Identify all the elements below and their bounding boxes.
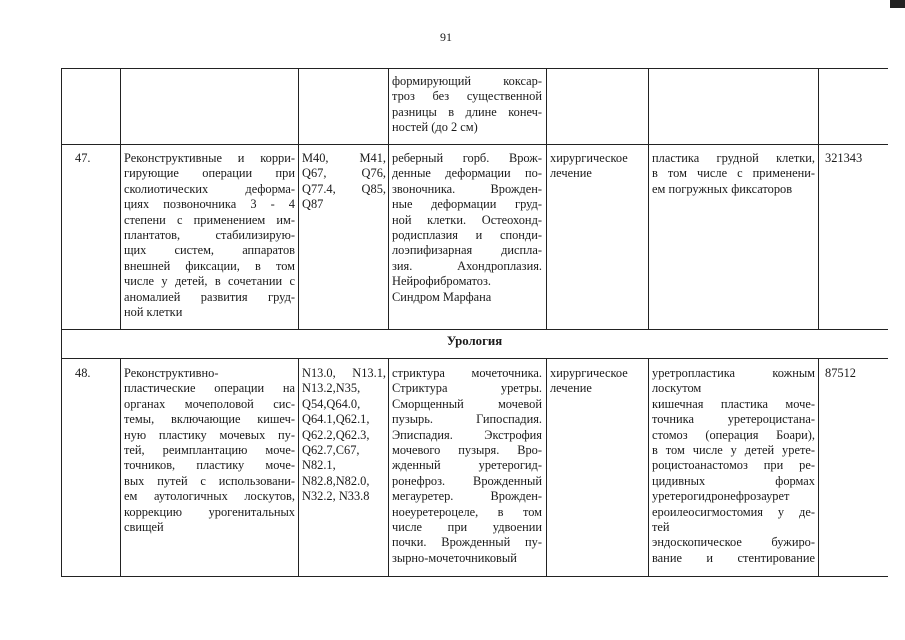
- column-divider: [388, 358, 389, 577]
- text-line: ронефроз. Врожденный: [392, 473, 542, 488]
- text-line: Q87: [302, 197, 324, 212]
- text-line: аномалией развития груд-: [124, 289, 295, 304]
- text-line: свищей: [124, 520, 164, 535]
- text-line: звоночника. Врожден-: [392, 181, 542, 196]
- row-47-diagnosis: [392, 151, 542, 305]
- text-line: Синдром Марфана: [392, 289, 492, 304]
- row-48-diagnosis: [392, 366, 542, 566]
- row-48-number: 48.: [75, 366, 91, 380]
- text-line: жденный уретерогид-: [392, 458, 542, 473]
- text-line: ные деформации груд-: [392, 197, 542, 212]
- row-47-treatment-type: [550, 151, 646, 182]
- text-line: числе при удвоении: [392, 520, 542, 535]
- text-line: пластика грудной клетки,: [652, 151, 815, 165]
- text-line: Сморщенный мочевой: [392, 396, 542, 411]
- column-divider: [298, 358, 299, 577]
- text-line: тей: [652, 520, 670, 535]
- text-line: точника уретероцистана-: [652, 412, 815, 427]
- text-line: плантатов, стабилизирую-: [124, 228, 295, 243]
- text-line: точников, пластику моче-: [124, 458, 295, 473]
- text-line: пузырь. Гипоспадия.: [392, 412, 542, 427]
- text-line: Реконструктивные и корри-: [124, 151, 295, 165]
- table-rule: [61, 358, 888, 359]
- text-line: ем погружных фиксаторов: [652, 181, 793, 196]
- text-line: Стриктура уретры.: [392, 381, 542, 396]
- table-rule: [61, 329, 888, 330]
- text-line: денные деформации по-: [392, 166, 542, 181]
- row-48-cost: 87512: [825, 366, 856, 380]
- text-line: хирургическое: [550, 366, 628, 380]
- text-line: зырно-мочеточниковый: [392, 550, 517, 565]
- column-divider: [546, 68, 547, 330]
- text-line: Q62.7,C67,: [302, 443, 360, 458]
- text-line: Q77.4, Q85,: [302, 181, 386, 196]
- text-line: N82.8,N82.0,: [302, 473, 370, 488]
- text-line: формирующий коксар-: [392, 74, 542, 88]
- text-line: роцистоанастомоз при ре-: [652, 458, 815, 473]
- text-line: N32.2, N33.8: [302, 489, 370, 504]
- table-rule: [61, 68, 888, 69]
- row-48-procedure-name: [124, 366, 295, 535]
- text-line: ную пластику мочевых пу-: [124, 427, 295, 442]
- row-48-treatment-type: [550, 366, 646, 397]
- text-line: эндоскопическое бужиро-: [652, 535, 815, 550]
- text-line: числе у детей, в сочетании с: [124, 274, 295, 289]
- text-line: уретропластика кожным: [652, 366, 815, 380]
- row-47-icd-codes: [302, 151, 386, 213]
- text-line: Реконструктивно-: [124, 366, 219, 380]
- column-divider: [818, 358, 819, 577]
- text-line: лечение: [550, 381, 592, 396]
- text-line: разницы в длине конеч-: [392, 104, 542, 119]
- text-line: троз без существенной: [392, 89, 542, 104]
- text-line: стомоз (операция Боари),: [652, 427, 815, 442]
- text-line: Q54,Q64.0,: [302, 396, 361, 411]
- text-line: N13.2,N35,: [302, 381, 361, 396]
- text-line: ностей (до 2 см): [392, 120, 478, 135]
- text-line: мочевого пузыря. Вро-: [392, 443, 542, 458]
- text-line: Q64.1,Q62.1,: [302, 412, 370, 427]
- text-line: сколиотических деформа-: [124, 181, 295, 196]
- text-line: Q67, Q76,: [302, 166, 386, 181]
- text-line: реберный горб. Врож-: [392, 151, 542, 165]
- text-line: вых путей с использовани-: [124, 473, 295, 488]
- row-continuation-description: [392, 74, 542, 136]
- text-line: родисплазия и спонди-: [392, 228, 542, 243]
- text-line: внешней фиксации, в том: [124, 258, 295, 273]
- column-divider: [61, 358, 62, 577]
- column-divider: [648, 68, 649, 330]
- text-line: ной клетки. Остеохонд-: [392, 212, 542, 227]
- text-line: темы, включающие кишеч-: [124, 412, 295, 427]
- text-line: пластические операции на: [124, 381, 295, 396]
- row-48-icd-codes: [302, 366, 386, 505]
- column-divider: [61, 68, 62, 330]
- text-line: циях позвоночника 3 - 4: [124, 197, 295, 212]
- column-divider: [648, 358, 649, 577]
- row-47-procedure-name: [124, 151, 295, 320]
- row-47-cost: 321343: [825, 151, 863, 165]
- column-divider: [818, 68, 819, 330]
- text-line: почки. Врожденный пу-: [392, 535, 542, 550]
- text-line: N13.0, N13.1,: [302, 366, 386, 380]
- text-line: тей, реимплантацию моче-: [124, 443, 295, 458]
- text-line: щих систем, аппаратов: [124, 243, 295, 258]
- text-line: зия. Ахондроплазия.: [392, 258, 542, 273]
- corner-mark: [890, 0, 905, 8]
- text-line: коррекцию урогенитальных: [124, 504, 295, 519]
- column-divider: [120, 68, 121, 330]
- text-line: лечение: [550, 166, 592, 181]
- text-line: в том числе у детей урете-: [652, 443, 815, 458]
- text-line: в том числе с применени-: [652, 166, 815, 181]
- text-line: мегауретер. Врожден-: [392, 489, 542, 504]
- text-line: лоскутом: [652, 381, 702, 396]
- text-line: степени с применением им-: [124, 212, 295, 227]
- text-line: лоэпифизарная диспла-: [392, 243, 542, 258]
- text-line: ной клетки: [124, 305, 183, 320]
- column-divider: [120, 358, 121, 577]
- text-line: цидивных формах: [652, 473, 815, 488]
- table-rule: [61, 576, 888, 577]
- column-divider: [388, 68, 389, 330]
- medical-services-table: [61, 68, 888, 578]
- text-line: ероилеосигмостомия у де-: [652, 504, 815, 519]
- row-47-number: 47.: [75, 151, 91, 165]
- text-line: M40, M41,: [302, 151, 386, 165]
- page-number: 91: [440, 30, 452, 44]
- section-title: Урология: [446, 334, 503, 348]
- column-divider: [546, 358, 547, 577]
- text-line: стриктура мочеточника.: [392, 366, 542, 380]
- text-line: ноеуретероцеле, в том: [392, 504, 542, 519]
- text-line: кишечная пластика моче-: [652, 396, 815, 411]
- row-48-treatment-method: [652, 366, 815, 566]
- text-line: органах мочеполовой сис-: [124, 396, 295, 411]
- text-line: N82.1,: [302, 458, 336, 473]
- text-line: Нейрофиброматоз.: [392, 274, 491, 289]
- text-line: Q62.2,Q62.3,: [302, 427, 370, 442]
- text-line: Эписпадия. Экстрофия: [392, 427, 542, 442]
- table-rule: [61, 144, 888, 145]
- column-divider: [298, 68, 299, 330]
- text-line: гирующие операции при: [124, 166, 295, 181]
- text-line: уретерогидронефрозаурет: [652, 489, 790, 504]
- text-line: хирургическое: [550, 151, 628, 165]
- text-line: ем аутологичных лоскутов,: [124, 489, 295, 504]
- text-line: вание и стентирование: [652, 550, 815, 565]
- row-47-treatment-method: [652, 151, 815, 197]
